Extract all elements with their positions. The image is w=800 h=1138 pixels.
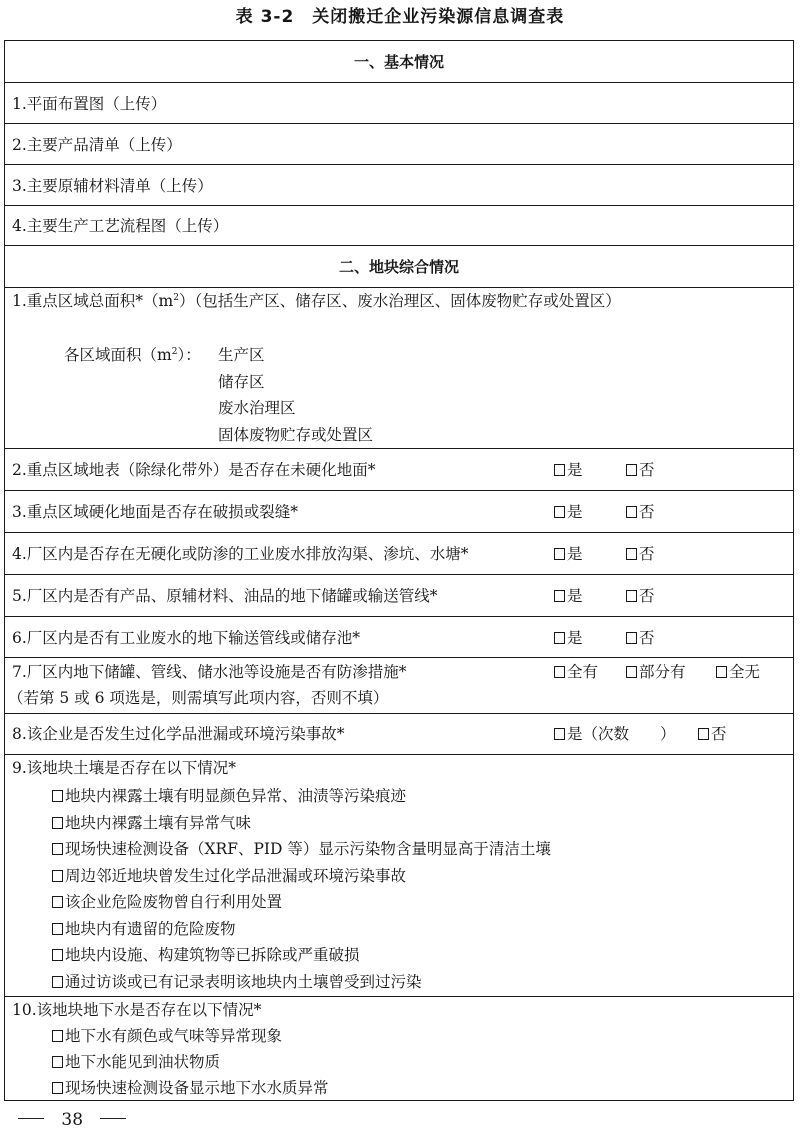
- superscript: 2: [173, 292, 179, 303]
- table-row: [4, 82, 794, 123]
- question-text: 7.厂区内地下储罐、管线、储水池等设施是否有防渗措施*: [12, 663, 407, 681]
- checkbox[interactable]: [626, 464, 637, 476]
- checkbox[interactable]: [554, 666, 565, 678]
- checkbox[interactable]: [52, 817, 63, 829]
- question-text: 1.重点区域总面积*（m: [12, 292, 174, 310]
- question-text: ）（包括生产区、储存区、废水治理区、固体废物贮存或处置区）: [178, 292, 621, 310]
- option-yes[interactable]: 是: [554, 460, 583, 480]
- item-label: 4.主要生产工艺流程图（上传）: [12, 217, 229, 235]
- table-row: [4, 713, 794, 754]
- checkbox[interactable]: [626, 548, 637, 560]
- checkbox[interactable]: [698, 728, 709, 740]
- table-row: [4, 164, 794, 205]
- dash-left: [18, 1118, 44, 1119]
- page-number-text: 38: [61, 1110, 84, 1130]
- option-yes[interactable]: 是: [554, 502, 583, 522]
- checkbox[interactable]: [554, 728, 565, 740]
- checkbox[interactable]: [626, 632, 637, 644]
- checklist-item[interactable]: 地下水能见到油状物质: [52, 1052, 220, 1072]
- checklist-item[interactable]: 现场快速检测设备显示地下水水质异常: [52, 1078, 329, 1098]
- checklist-item[interactable]: 地下水有颜色或气味等异常现象: [52, 1026, 282, 1046]
- checklist-item[interactable]: 该企业危险废物曾自行利用处置: [52, 892, 282, 912]
- table-row: [4, 616, 794, 657]
- table-row: [4, 205, 794, 245]
- option-no[interactable]: 否: [626, 628, 655, 648]
- question-text: 5.厂区内是否有产品、原辅材料、油品的地下储罐或输送管线*: [12, 587, 438, 605]
- checkbox[interactable]: [52, 923, 63, 935]
- checklist-item[interactable]: 周边邻近地块曾发生过化学品泄漏或环境污染事故: [52, 866, 406, 886]
- table-row: [4, 490, 794, 532]
- checkbox[interactable]: [52, 1082, 63, 1094]
- item-label: 1.平面布置图（上传）: [12, 95, 167, 113]
- question-text: 3.重点区域硬化地面是否存在破损或裂缝*: [12, 503, 299, 521]
- checklist-item[interactable]: 地块内裸露土壤有异常气味: [52, 813, 251, 833]
- checklist-item[interactable]: 地块内裸露土壤有明显颜色异常、油渍等污染痕迹: [52, 786, 406, 806]
- page-number: [18, 1108, 126, 1132]
- checklist-item[interactable]: 地块内有遗留的危险废物: [52, 919, 236, 939]
- option-no[interactable]: 否: [626, 586, 655, 606]
- table-row: [4, 123, 794, 164]
- question-text: 4.厂区内是否存在无硬化或防渗的工业废水排放沟渠、渗坑、水塘*: [12, 545, 469, 563]
- area-field: 固体废物贮存或处置区: [218, 426, 374, 444]
- question-text: 8.该企业是否发生过化学品泄漏或环境污染事故*: [12, 725, 345, 743]
- checkbox[interactable]: [554, 464, 565, 476]
- option-yes[interactable]: 是: [554, 628, 583, 648]
- checkbox[interactable]: [716, 666, 727, 678]
- option-partial[interactable]: 部分有: [626, 662, 686, 682]
- table-title: 表 3-2 关闭搬迁企业污染源信息调查表: [235, 7, 565, 27]
- checkbox[interactable]: [52, 843, 63, 855]
- option-yes[interactable]: 是: [554, 544, 583, 564]
- table-row: [4, 996, 794, 1100]
- checklist-item[interactable]: 通过访谈或已有记录表明该地块内土壤曾受到过污染: [52, 972, 422, 992]
- checklist-item[interactable]: 地块内设施、构建筑物等已拆除或严重破损: [52, 945, 360, 965]
- section-heading-row: [4, 42, 794, 82]
- checkbox[interactable]: [52, 896, 63, 908]
- section-heading: 一、基本情况: [353, 53, 444, 71]
- checklist-item[interactable]: 现场快速检测设备（XRF、PID 等）显示污染物含量明显高于清洁土壤: [52, 839, 551, 859]
- checkbox[interactable]: [554, 506, 565, 518]
- area-field: 废水治理区: [218, 399, 296, 417]
- option-yes[interactable]: 是: [554, 586, 583, 606]
- question-text: 2.重点区域地表（除绿化带外）是否存在未硬化地面*: [12, 461, 376, 479]
- item-label: 2.主要产品清单（上传）: [12, 136, 182, 154]
- checkbox[interactable]: [52, 976, 63, 988]
- area-field: 储存区: [218, 373, 265, 391]
- checkbox[interactable]: [626, 590, 637, 602]
- question-text: 6.厂区内是否有工业废水的地下输送管线或储存池*: [12, 629, 361, 647]
- item-label: 3.主要原辅材料清单（上传）: [12, 177, 213, 195]
- checkbox[interactable]: [52, 870, 63, 882]
- checkbox[interactable]: [52, 949, 63, 961]
- section-heading: 二、地块综合情况: [338, 258, 459, 276]
- checkbox[interactable]: [554, 632, 565, 644]
- checkbox[interactable]: [626, 666, 637, 678]
- superscript: 2: [171, 346, 178, 357]
- table-row: [4, 574, 794, 616]
- table-row: [4, 448, 794, 490]
- option-no[interactable]: 否: [626, 460, 655, 480]
- table-row: [4, 657, 794, 713]
- question-1: [12, 291, 621, 311]
- checkbox[interactable]: [52, 790, 63, 802]
- option-yes-count[interactable]: 是（次数 ）: [554, 724, 676, 744]
- option-no[interactable]: 否: [626, 502, 655, 522]
- table-row: [4, 287, 794, 448]
- dash-right: [100, 1118, 126, 1119]
- table-row: [4, 754, 794, 996]
- option-all[interactable]: 全有: [554, 662, 598, 682]
- checkbox[interactable]: [626, 506, 637, 518]
- area-field: 生产区: [218, 346, 265, 364]
- section-heading-row: [4, 245, 794, 287]
- checkbox[interactable]: [52, 1030, 63, 1042]
- option-no[interactable]: 否: [698, 724, 727, 744]
- question-note: （若第 5 或 6 项选是，则需填写此项内容，否则不填）: [8, 689, 389, 707]
- checkbox[interactable]: [52, 1056, 63, 1068]
- question-text: 10.该地块地下水是否存在以下情况*: [12, 1001, 262, 1019]
- question-text: 9.该地块土壤是否存在以下情况*: [12, 759, 237, 777]
- checkbox[interactable]: [554, 590, 565, 602]
- option-none[interactable]: 全无: [716, 662, 760, 682]
- area-label: 各区域面积$(m^2)$：: [64, 346, 201, 364]
- option-no[interactable]: 否: [626, 544, 655, 564]
- checkbox[interactable]: [554, 548, 565, 560]
- table-row: [4, 532, 794, 574]
